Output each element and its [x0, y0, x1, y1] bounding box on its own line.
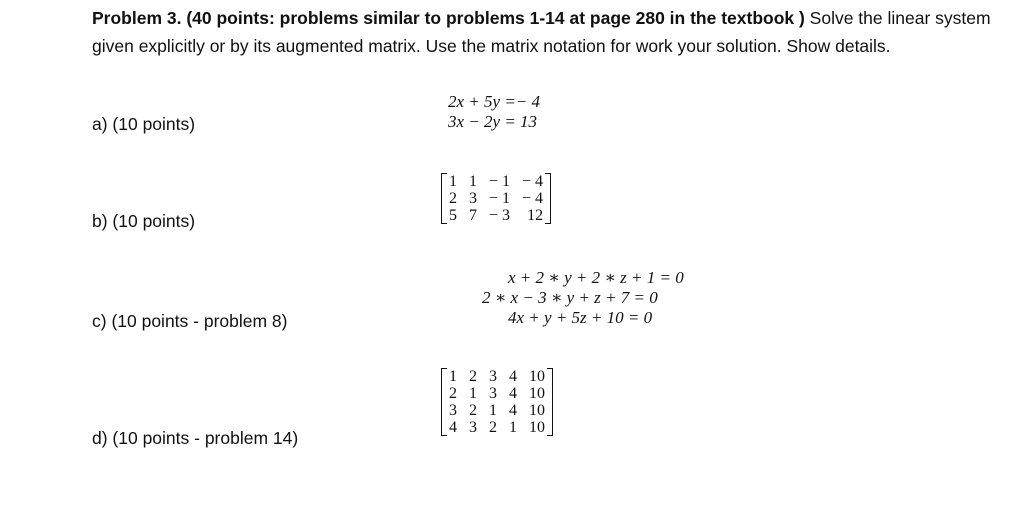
part-a-equation-1: 2x + 5y =− 4 — [448, 92, 541, 111]
problem-title: Problem 3. (40 points: problems similar to problems 1-14 at page 280 in the textbook ) — [92, 8, 805, 28]
matrix-d-cell: 2 — [489, 419, 497, 436]
part-d-label: d) (10 points - problem 14) — [92, 428, 299, 448]
matrix-d-cell: 2 — [449, 385, 457, 402]
matrix-d-cell: 2 — [469, 368, 477, 385]
matrix-b-cell: − 1 — [489, 190, 511, 207]
matrix-right-bracket — [545, 173, 551, 224]
matrix-d-cell: 1 — [469, 385, 477, 402]
part-c-equation-1: x + 2 ∗ y + 2 ∗ z + 1 = 0 — [508, 268, 684, 287]
matrix-left-bracket — [441, 173, 447, 224]
problem-instructions: Solve the linear system given explicitly or by its augmented matrix. Use the matrix notation for work your solution. Show details. — [92, 8, 991, 56]
matrix-b-cell: 1 — [469, 173, 477, 190]
matrix-left-bracket — [441, 368, 447, 436]
matrix-d-cell: 2 — [469, 402, 477, 419]
matrix-b-cell: 7 — [469, 207, 477, 224]
matrix-d-cell: 10 — [529, 419, 545, 436]
matrix-b-cell: 5 — [449, 207, 457, 224]
part-b-label: b) (10 points) — [92, 211, 196, 231]
matrix-d-cell: 3 — [489, 385, 497, 402]
matrix-d-cell: 3 — [489, 368, 497, 385]
matrix-d-cell: 1 — [509, 419, 517, 436]
matrix-d-cell: 3 — [449, 402, 457, 419]
part-d-augmented-matrix — [443, 368, 551, 436]
matrix-b-cell: − 4 — [522, 173, 544, 190]
matrix-d-cell: 3 — [469, 419, 477, 436]
part-a-label: a) (10 points) — [92, 114, 196, 134]
part-c-equation-3: 4x + y + 5z + 10 = 0 — [508, 308, 653, 327]
matrix-d-cell: 10 — [529, 368, 545, 385]
matrix-d-cell: 1 — [449, 368, 457, 385]
problem-statement — [92, 4, 1012, 60]
matrix-d-cell: 4 — [449, 419, 457, 436]
matrix-right-bracket — [547, 368, 553, 436]
matrix-b-cell: 12 — [527, 207, 544, 224]
matrix-d-cell: 4 — [509, 368, 517, 385]
matrix-b-cell: − 1 — [489, 173, 511, 190]
matrix-d-cell: 4 — [509, 385, 517, 402]
matrix-d-cell: 10 — [529, 385, 545, 402]
matrix-b-cell: 2 — [449, 190, 457, 207]
matrix-d-cell: 10 — [529, 402, 545, 419]
part-a-equation-2: 3x − 2y = 13 — [448, 112, 538, 131]
matrix-b-cell: 3 — [469, 190, 477, 207]
matrix-d-cell: 4 — [509, 402, 517, 419]
matrix-b-cell: − 4 — [522, 190, 544, 207]
part-c-equation-2: 2 ∗ x − 3 ∗ y + z + 7 = 0 — [482, 288, 658, 307]
part-b-augmented-matrix — [443, 173, 549, 224]
part-c-label: c) (10 points - problem 8) — [92, 311, 288, 331]
matrix-d-cell: 1 — [489, 402, 497, 419]
matrix-b-cell: 1 — [449, 173, 457, 190]
matrix-b-cell: − 3 — [489, 207, 511, 224]
